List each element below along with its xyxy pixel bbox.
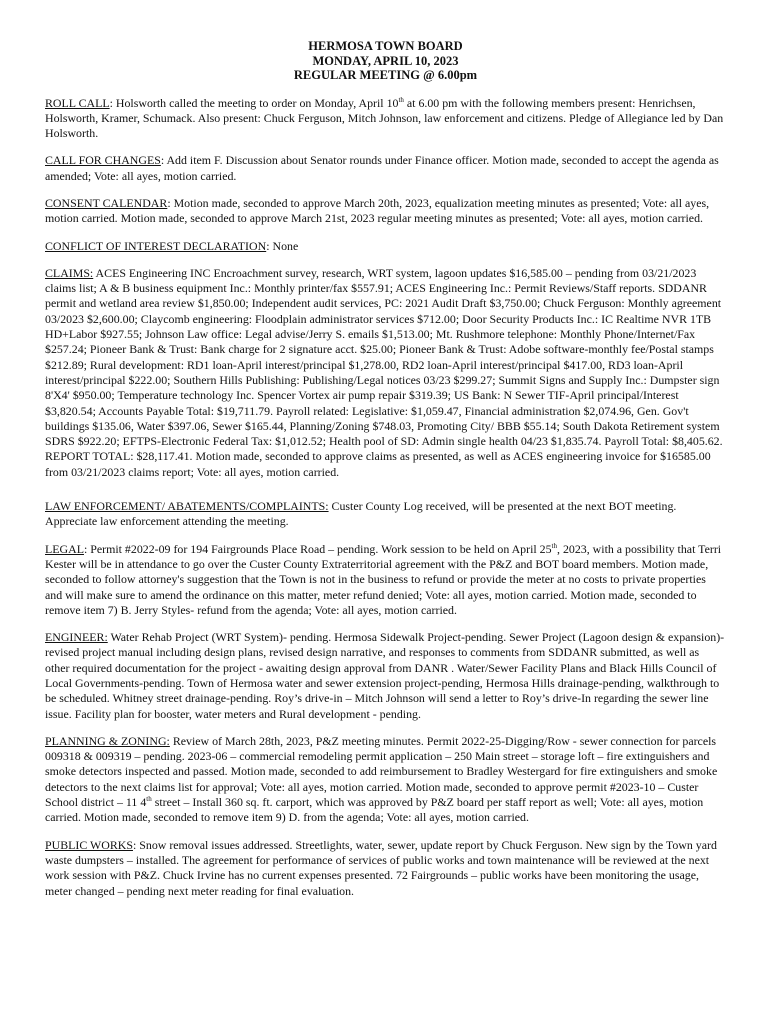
planning-heading: PLANNING & ZONING: (45, 733, 170, 748)
consent-calendar-text: : Motion made, seconded to approve March 20th, 2023, equalization meeting minutes as presented; Vote: all ayes, motion carried. Motion made, seconded to approve March 21st, 2023 regular meeting minutes as presented; Vote: all ayes, motion carried. (45, 195, 710, 226)
public-works-text: : Snow removal issues addressed. Streetlights, water, sewer, update report by Chuck Ferguson. New sign by the Town yard waste dumpsters – installed. The agreement for performance of services of public works and town maintenance will be reviewed at the next work session with P&Z. Chuck Irvine has no current expenses presented. 72 Fairgrounds – public works have been monitoring the usage, meter changed – pending next meter reading for final evaluation. (45, 837, 717, 898)
call-for-changes-text: : Add item F. Discussion about Senator rounds under Finance officer. Motion made, seconded to accept the agenda as amended; Vote: all ayes, motion carried. (45, 153, 719, 183)
title-board: HERMOSA TOWN BOARD (308, 39, 463, 53)
roll-call-text-b: at 6.00 pm with the following members present: Henrichsen, Holsworth, Kramer, Schumack. Also present: Chuck Ferguson, Mitch Johnson, law enforcement and citizens. Pledge of Allegiance led by Dan Holsworth. (45, 95, 724, 141)
planning-text-a: Review of March 28th, 2023, P&Z meeting minutes. Permit 2022-25-Digging/Row - sewer connection for parcels 009318 & 009319 – pending. 2023-06 – commercial remodeling permit application – 250 Main street – storage loft – fire extinguishers and smoke detectors inspected and passed. Motion made, seconded to add reimbursement to Bradley Westergard for fire extinguishers and smoke detectors to the next claims list for approval; Vote: all ayes, motion carried. Motion made, seconded to approve permit #2023-10 – Custer School district – 11 4 (45, 733, 718, 810)
section-legal (45, 542, 726, 618)
call-for-changes-heading: CALL FOR CHANGES (45, 153, 161, 168)
section-conflict-of-interest (45, 239, 726, 254)
legal-sup: th (551, 541, 557, 550)
section-public-works (45, 838, 726, 899)
title-meeting: REGULAR MEETING @ 6.00pm (293, 68, 478, 82)
section-claims (45, 266, 726, 480)
legal-text-b: , 2023, with a possibility that Terri Kester will be in attendance to go over the Custer County Extraterritorial agreement with the P&Z and BOT board members. Motion made, seconded to follow attorney's suggestion that the Town is not in the business to refund or provide the meter at no costs to private properties and will make sure to amend the ordinance on this matter, meter refund denied; Vote: all ayes, motion carried. Motion made, seconded to remove item 7) B. Jerry Styles- refund from the agenda; Vote: all ayes, motion carried. (45, 541, 722, 617)
claims-text: ACES Engineering INC Encroachment survey, research, WRT system, lagoon updates $16,585.00 – pending from 03/21/2023 claims list; A & B business equipment Inc.: Monthly printer/fax $557.91; ACES Engineering Inc.: Permit Reviews/Staff reports. SDDANR permit and wetland area review $1,850.00; Independent audit services, PC: 2021 Audit Draft $3,750.00; Chuck Ferguson: Monthly agreement 03/2023 $2,600.00; Claycomb engineering: Floodplain administrator services $712.00; Door Security Products Inc.: IC Realtime NVR 1TB HD+Labor $927.55; Johnson Law office: Legal advise/Jerry S. emails $1,513.00; Mt. Rushmore telephone: Monthly Phone/Internet/Fax $257.24; Pioneer Bank & Trust: Bank charge for 2 signature acct. $25.00; Pioneer Bank & Trust: Adobe software-monthly fee/Postal stamps $212.89; Rural development: RD1 loan-April interest/principal $1,278.00, RD2 loan-April interest/principal $417.00, RD3 loan-April interest/principal $222.00; Southern Hills Publishing: Publishing/Legal notices 03/23 $299.27; Summit Signs and Supply Inc.: Dumpster sign 8'X4' $950.00; Temperature technology Inc. Spencer Vortex air pump repair $319.39; US Bank: N Sewer TIF-April principal/Interest $3,820.54; Accounts Payable Total: $19,711.79. Payroll related: Legislative: $1,059.47, Financial administration $2,074.96, Gen. Gov't buildings $135.06, Water $397.06, Sewer $165.44, Planning/Zoning $748.03, Promoting City/ BBB $55.14; South Dakota Retirement system SDRS $922.20; EFTPS-Electronic Federal Tax: $1,012.52; Health pool of SD: Admin single health 04/23 $1,835.74. Payroll Total: $8,405.62. REPORT TOTAL: $28,117.41. Motion made, seconded to approve claims as presented, as well as ACES engineering invoice for $16585.00 from 03/21/2023 claims report; Vote: all ayes, motion carried. (45, 265, 723, 479)
public-works-heading: PUBLIC WORKS (45, 837, 133, 852)
roll-call-text-a: : Holsworth called the meeting to order on Monday, April 10 (109, 95, 399, 110)
section-call-for-changes (45, 153, 726, 184)
conflict-text: : None (266, 238, 299, 253)
legal-heading: LEGAL (45, 541, 84, 556)
law-enforcement-heading: LAW ENFORCEMENT/ ABATEMENTS/COMPLAINTS: (45, 499, 329, 514)
law-enforcement-text: Custer County Log received, will be presented at the next BOT meeting. Appreciate law enforcement attending the meeting. (45, 499, 677, 529)
section-law-enforcement (45, 499, 726, 530)
roll-call-heading: ROLL CALL (45, 95, 110, 110)
engineer-text: Water Rehab Project (WRT System)- pending. Hermosa Sidewalk Project-pending. Sewer Project (Lagoon design & expansion)- revised project manual including design plans, revised design narrative, and responses to comments from SDDANR submitted, as well as other required documentation for the project - awaiting design approval from DANR . Water/Sewer Facility Plans and Black Hills Council of Local Governments-pending. Town of Hermosa water and sewer extension project-pending, Hermosa Hills drainage-pending, walkthrough to be scheduled. Whitney street drainage-pending. Roy’s drive-in – Mitch Johnson will send a letter to Roy’s drive-In regarding the sewer line issue. Facility plan for booster, water meters and Rural development - pending. (45, 630, 725, 721)
legal-text-a: : Permit #2022-09 for 194 Fairgrounds Place Road – pending. Work session to be held on April 25 (83, 541, 552, 556)
section-planning-zoning (45, 734, 726, 826)
section-engineer (45, 630, 726, 722)
planning-sup: th (146, 795, 152, 804)
engineer-heading: ENGINEER: (45, 630, 108, 645)
conflict-heading: CONFLICT OF INTEREST DECLARATION (45, 238, 267, 253)
consent-calendar-heading: CONSENT CALENDAR (45, 195, 168, 210)
planning-text-b: street – Install 360 sq. ft. carport, which was approved by P&Z board per staff report as well; Vote: all ayes, motion carried. Motion made, seconded to remove item 9) D. from the agenda; Vote: all ayes, motion carried. (45, 795, 704, 825)
section-roll-call (45, 96, 726, 142)
roll-call-sup: th (398, 95, 404, 104)
document-title (45, 39, 726, 83)
title-date: MONDAY, APRIL 10, 2023 (312, 53, 459, 68)
section-consent-calendar (45, 196, 726, 227)
claims-heading: CLAIMS: (45, 265, 94, 280)
